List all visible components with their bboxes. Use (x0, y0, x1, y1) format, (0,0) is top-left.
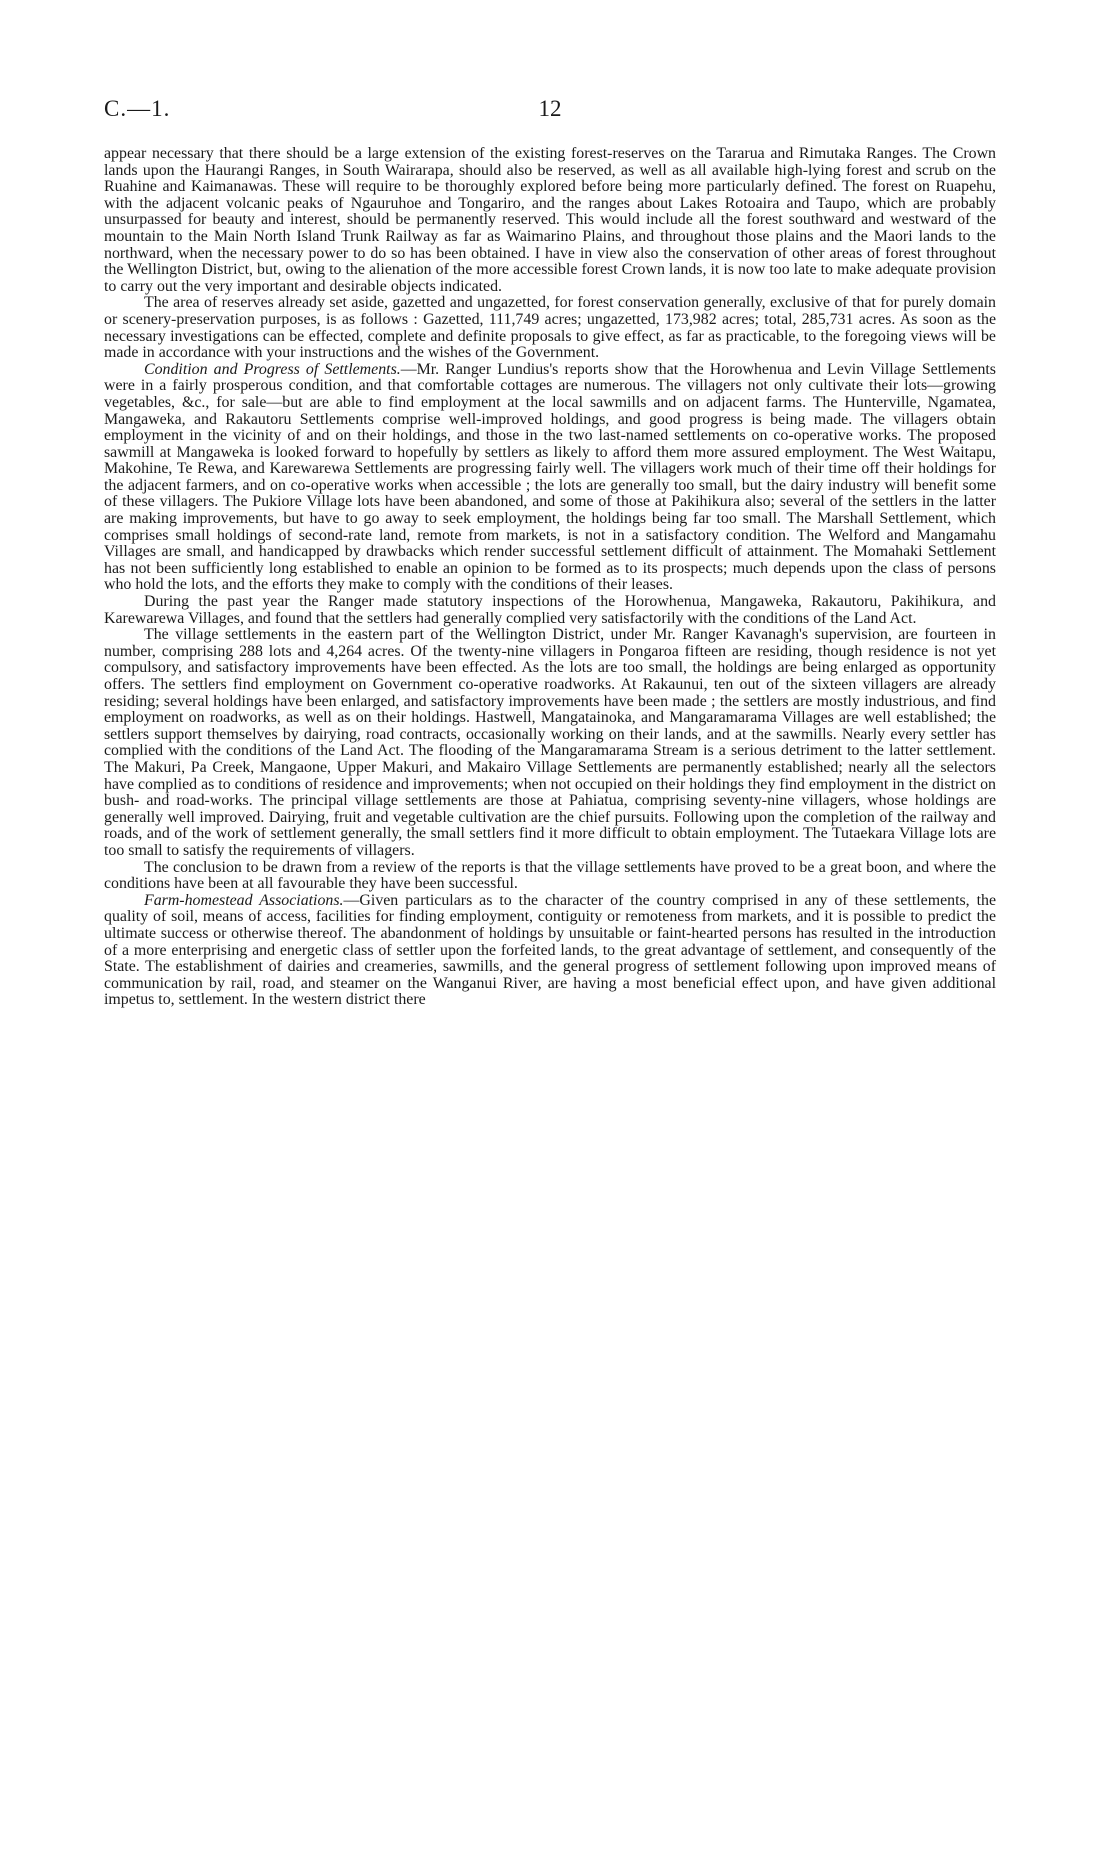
paragraph-text: During the past year the Ranger made statutory inspections of the Horowhenua, Mangaweka, Rakautoru, Pakihikura, and Karewarewa Villages, and found that the settlers had generally complied very satisfactorily with the conditions of the Land Act. (104, 593, 996, 627)
paragraph-text: The conclusion to be drawn from a review of the reports is that the village settlements have proved to be a great boon, and where the conditions have been at all favourable they have been successful. (104, 858, 996, 893)
paragraph-text: —Given particulars as to the character of the country comprised in any of these settlements, the quality of soil, means of access, facilities for finding employment, contiguity or remoteness from markets, and it is possible to predict the ultimate success or otherwise thereof. The abandonment of holdings by unsuitable or faint-hearted persons has resulted in the introduction of a more enterprising and energetic class of settler upon the forfeited lands, to the great advantage of settlement, and consequently of the State. The establishment of dairies and creameries, sawmills, and the general progress of settlement following upon improved means of communication by rail, road, and steamer on the Wanganui River, are having a most beneficial effect upon, and have given additional impetus to, settlement. In the western district there (104, 891, 996, 1009)
paragraph (104, 893, 996, 1009)
paragraph (104, 295, 996, 361)
paragraph-text: —Mr. Ranger Lundius's reports show that the Horowhenua and Levin Village Settlements were in a fairly prosperous condition, and that comfortable cottages are numerous. The villagers not only cultivate their lots—growing vegetables, &c., for sale—but are able to find employment at the local sawmills and on adjacent farms. The Hunterville, Ngamatea, Mangaweka, and Rakautoru Settlements comprise well-improved holdings, and good progress is being made. The villagers obtain employment in the vicinity of and on their holdings, and those in the two last-named settlements on co-operative works. The proposed sawmill at Mangaweka is looked forward to hopefully by settlers as likely to afford them more assured employment. The West Waitapu, Makohine, Te Rewa, and Karewarewa Settlements are progressing fairly well. The villagers work much of their time off their holdings for the adjacent farmers, and on co-operative works when accessible ; the lots are generally too small, but the dairy industry will benefit some of these villagers. The Pukiore Village lots have been abandoned, and some of those at Pakihikura also; several of the settlers in the latter are making improvements, but have to go away to seek employment, the holdings being far too small. The Marshall Settlement, which comprises small holdings of second-rate land, remote from markets, is not in a satisfactory condition. The Welford and Mangamahu Villages are small, and handicapped by drawbacks which render successful settlement difficult of attainment. The Momahaki Settlement has not been sufficiently long established to enable an opinion to be formed as to its prospects; much depends upon the class of persons who hold the lots, and the efforts they make to comply with the conditions of their leases. (104, 360, 996, 594)
paragraph-text: The area of reserves already set aside, gazetted and ungazetted, for forest conservation generally, exclusive of that for purely domain or scenery-preservation purposes, is as follows : Gazetted, 111,749 acres; ungazetted, 173,982 acres; total, 285,731 acres. As soon as the necessary investigations can be effected, complete and definite proposals to give effect, as far as practicable, to the foregoing views will be made in accordance with your instructions and the wishes of the Government. (104, 294, 996, 362)
paragraph (104, 362, 996, 594)
section-heading: Condition and Progress of Settlements. (144, 360, 401, 378)
paragraph-text: The village settlements in the eastern part of the Wellington District, under Mr. Ranger Kavanagh's supervision, are fourteen in number, comprising 288 lots and 4,264 acres. Of the twenty-nine villagers in Pongaroa fifteen are residing, though residence is not yet compulsory, and satisfactory improvements have been effected. As the lots are too small, the holdings are being enlarged as opportunity offers. The settlers find employment on Government co-operative roadworks. At Rakaunui, ten out of the sixteen villagers are already residing; several holdings have been enlarged, and satisfactory improvements have been made ; the settlers are mostly industrious, and find employment on roadworks, as well as on their holdings. Hastwell, Mangatainoka, and Mangaramarama Villages are well established; the settlers support themselves by dairying, road contracts, occasionally working on their lands, and at the sawmills. Nearly every settler has complied with the conditions of the Land Act. The flooding of the Mangaramarama Stream is a serious detriment to the latter settlement. The Makuri, Pa Creek, Mangaone, Upper Makuri, and Makairo Village Settlements are permanently established; nearly all the selectors have complied as to conditions of residence and improvements; when not occupied on their holdings they find employment in the district on bush- and road-works. The principal village settlements are those at Pahiatua, comprising seventy-nine villagers, whose holdings are generally well improved. Dairying, fruit and vegetable cultivation are the chief pursuits. Following upon the completion of the railway and roads, and of the work of settlement generally, the small settlers find it more difficult to obtain employment. The Tutaekara Village lots are too small to satisfy the requirements of villagers. (104, 626, 996, 859)
paragraph (104, 146, 996, 295)
body-text (104, 146, 996, 1009)
paragraph (104, 627, 996, 859)
paragraph (104, 594, 996, 627)
section-heading: Farm-homestead Associations. (144, 891, 344, 909)
page-header (104, 96, 996, 126)
paragraph (104, 860, 996, 893)
paragraph-text: appear necessary that there should be a large extension of the existing forest-reserves on the Tararua and Rimutaka Ranges. The Crown lands upon the Haurangi Ranges, in South Wairarapa, should also be reserved, as well as all available high-lying forest and scrub on the Ruahine and Kaimanawas. These will require to be thoroughly explored before being more particularly defined. The forest on Ruapehu, with the adjacent volcanic peaks of Ngauruhoe and Tongariro, and the ranges about Lakes Rotoaira and Taupo, which are probably unsurpassed for beauty and interest, should be permanently reserved. This would include all the forest southward and westward of the mountain to the Main North Island Trunk Railway as far as Waimarino Plains, and throughout those plains and the Maori lands to the northward, when the necessary power to do so has been obtained. I have in view also the conservation of other areas of forest throughout the Wellington District, but, owing to the alienation of the more accessible forest Crown lands, it is now too late to make adequate provision to carry out the very important and desirable objects indicated. (104, 145, 996, 295)
page-number: 12 (538, 96, 562, 121)
document-reference: C.—1. (104, 96, 171, 121)
